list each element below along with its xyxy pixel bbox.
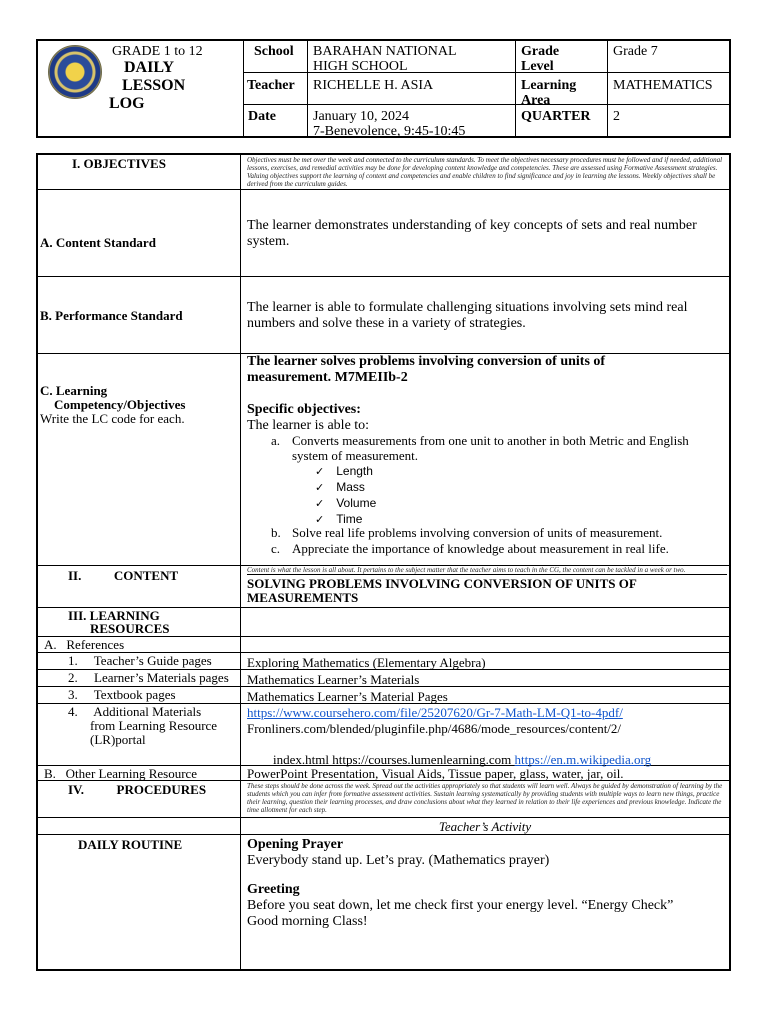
teachers-guide-row <box>38 653 729 670</box>
check-item-volume: ✓ Volume <box>315 496 377 510</box>
learners-materials-label: 2. Learner’s Materials pages <box>68 670 229 685</box>
teacher-activity-heading: Teacher’s Activity <box>438 819 532 834</box>
teachers-guide-value: Exploring Mathematics (Elementary Algebra) <box>247 655 486 670</box>
learners-materials-value: Mathematics Learner’s Materials <box>247 672 420 687</box>
item-b-marker: b. <box>271 525 281 540</box>
learning-area-label: Learning Area <box>521 78 577 108</box>
grade-level-value: Grade 7 <box>613 44 658 59</box>
quarter-label: QUARTER <box>521 109 591 124</box>
greeting-text-2: Good morning Class! <box>247 914 368 929</box>
textbook-label: 3. Textbook pages <box>68 687 176 702</box>
content-row <box>38 566 729 608</box>
additional-materials-label-2: from Learning Resource <box>90 718 218 733</box>
other-resource-label: B. Other Learning Resource <box>44 766 198 781</box>
date-label: Date <box>248 109 276 124</box>
teacher-value: RICHELLE H. ASIA <box>313 78 434 93</box>
additional-materials-label-3: (LR)portal <box>90 732 146 747</box>
competency-main-2: measurement. M7MEIIb-2 <box>247 370 408 385</box>
frontliners-url: Fronliners.com/blended/pluginfile.php/4686/mode_resources/content/2/ <box>247 721 622 736</box>
content-standard-row <box>38 190 729 277</box>
item-a-line-1: Converts measurements from one unit to another in both Metric and English <box>292 433 689 448</box>
deped-seal-icon <box>48 45 102 99</box>
teacher-label: Teacher <box>247 78 295 93</box>
dll-title-log: LOG <box>109 95 145 112</box>
date-value: January 10, 2024 7-Benevolence, 9:45-10:45 <box>313 109 466 139</box>
textbook-row <box>38 687 729 704</box>
competency-main-1: The learner solves problems involving conversion of units of <box>247 354 606 369</box>
item-a-line-2: system of measurement. <box>292 448 418 463</box>
lumenlearning-url: index.html https://courses.lumenlearning.com <box>273 752 515 767</box>
textbook-value: Mathematics Learner’s Material Pages <box>247 689 448 704</box>
content-title-2: MEASUREMENTS <box>247 590 359 605</box>
learning-area-value: MATHEMATICS <box>613 78 713 93</box>
learning-resources-label-1: III. LEARNING <box>68 608 160 623</box>
performance-standard-row <box>38 277 729 354</box>
greeting-title: Greeting <box>247 882 300 897</box>
competency-label-1: C. Learning <box>40 383 108 398</box>
other-resource-row <box>38 766 729 781</box>
performance-standard-label: B. Performance Standard <box>40 308 183 323</box>
logo-cell <box>38 41 244 136</box>
item-c-marker: c. <box>271 541 281 556</box>
content-note: Content is what the lesson is all about. It pertains to the subject matter that the teacher aims to teach in the CG, the content can be tackled in a week or two. <box>247 566 686 574</box>
content-standard-label: A. Content Standard <box>40 235 156 250</box>
competency-row <box>38 354 729 566</box>
lesson-table <box>36 153 731 971</box>
competency-label-2: Competency/Objectives <box>54 397 186 412</box>
school-label: School <box>254 44 294 59</box>
header-table <box>36 39 731 138</box>
check-icon: ✓ <box>315 481 325 494</box>
dll-title-grade: GRADE 1 to 12 <box>112 44 203 59</box>
objectives-note: Objectives must be met over the week and connected to the curriculum standards. To meet the objectives necessary procedures must be followed and if needed, additional lessons, exercises, and remedial activities may be done for developing content knowledge and competencies. These are assessed using Formative Assessment strategies. Valuing objectives support the learning of content and competencies and enable children to find significance and joy in learning the lessons. Weekly objectives shall be derived from the curriculum guides. <box>247 156 723 188</box>
item-c-text: Appreciate the importance of knowledge about measurement in real life. <box>292 541 669 556</box>
references-row <box>38 637 729 653</box>
coursehero-link[interactable]: https://www.coursehero.com/file/25207620/Gr-7-Math-LM-Q1-to-4pdf/ <box>247 705 623 720</box>
daily-routine-row <box>38 835 729 971</box>
check-icon: ✓ <box>315 465 325 478</box>
teacher-activity-row <box>38 818 729 835</box>
content-title-1: SOLVING PROBLEMS INVOLVING CONVERSION OF UNITS OF <box>247 576 637 591</box>
content-label: II. CONTENT <box>68 568 179 583</box>
item-b-text: Solve real life problems involving conversion of units of measurement. <box>292 525 663 540</box>
references-label: A. References <box>44 637 125 652</box>
greeting-text-1: Before you seat down, let me check first your energy level. “Energy Check” <box>247 898 674 913</box>
learning-resources-row <box>38 608 729 637</box>
quarter-value: 2 <box>613 109 620 124</box>
additional-materials-label-1: 4. Additional Materials <box>68 704 202 719</box>
procedures-row <box>38 781 729 818</box>
procedures-note: These steps should be done across the week. Spread out the activities appropriately so that students will learn well. Always be guided by demonstration of learning by the students which you can infer from formative assessment activities. Sustain learning systematically by providing students with multiple ways to learn new things, practice their learning, question their learning processes, and draw conclusions about what they learned in relation to their life experiences and previous knowledge. Indicate the time allotment for each step. <box>247 782 723 814</box>
content-standard-text: The learner demonstrates understanding of key concepts of sets and real number system. <box>247 218 697 249</box>
check-item-length: ✓ Length <box>315 464 373 478</box>
additional-materials-row <box>38 704 729 766</box>
dll-title-lesson: LESSON <box>122 77 186 94</box>
performance-standard-text: The learner is able to formulate challenging situations involving sets mind real numbers and solve these in a variety of strategies. <box>247 300 688 331</box>
objectives-row <box>38 155 729 190</box>
specific-objectives-intro: The learner is able to: <box>247 418 370 433</box>
grade-level-label: Grade Level <box>521 44 560 74</box>
procedures-label: IV. PROCEDURES <box>68 782 207 797</box>
learners-materials-row <box>38 670 729 687</box>
check-item-time: ✓ Time <box>315 512 363 526</box>
school-value: BARAHAN NATIONAL HIGH SCHOOL <box>313 44 457 74</box>
item-a-marker: a. <box>271 433 281 448</box>
teachers-guide-label: 1. Teacher’s Guide pages <box>68 653 212 668</box>
check-item-mass: ✓ Mass <box>315 480 365 494</box>
wikipedia-link[interactable]: https://en.m.wikipedia.org <box>514 752 652 767</box>
specific-objectives-title: Specific objectives: <box>247 402 361 417</box>
learning-resources-label-2: RESOURCES <box>90 621 170 636</box>
objectives-label: I. OBJECTIVES <box>72 156 166 171</box>
dll-title-daily: DAILY <box>124 59 175 76</box>
check-icon: ✓ <box>315 513 325 526</box>
other-resource-value: PowerPoint Presentation, Visual Aids, Tissue paper, glass, water, jar, oil. <box>247 766 624 781</box>
opening-prayer-title: Opening Prayer <box>247 837 344 852</box>
opening-prayer-text: Everybody stand up. Let’s pray. (Mathematics prayer) <box>247 853 550 868</box>
competency-label-3: Write the LC code for each. <box>40 411 185 426</box>
check-icon: ✓ <box>315 497 325 510</box>
daily-routine-label: DAILY ROUTINE <box>78 837 183 852</box>
